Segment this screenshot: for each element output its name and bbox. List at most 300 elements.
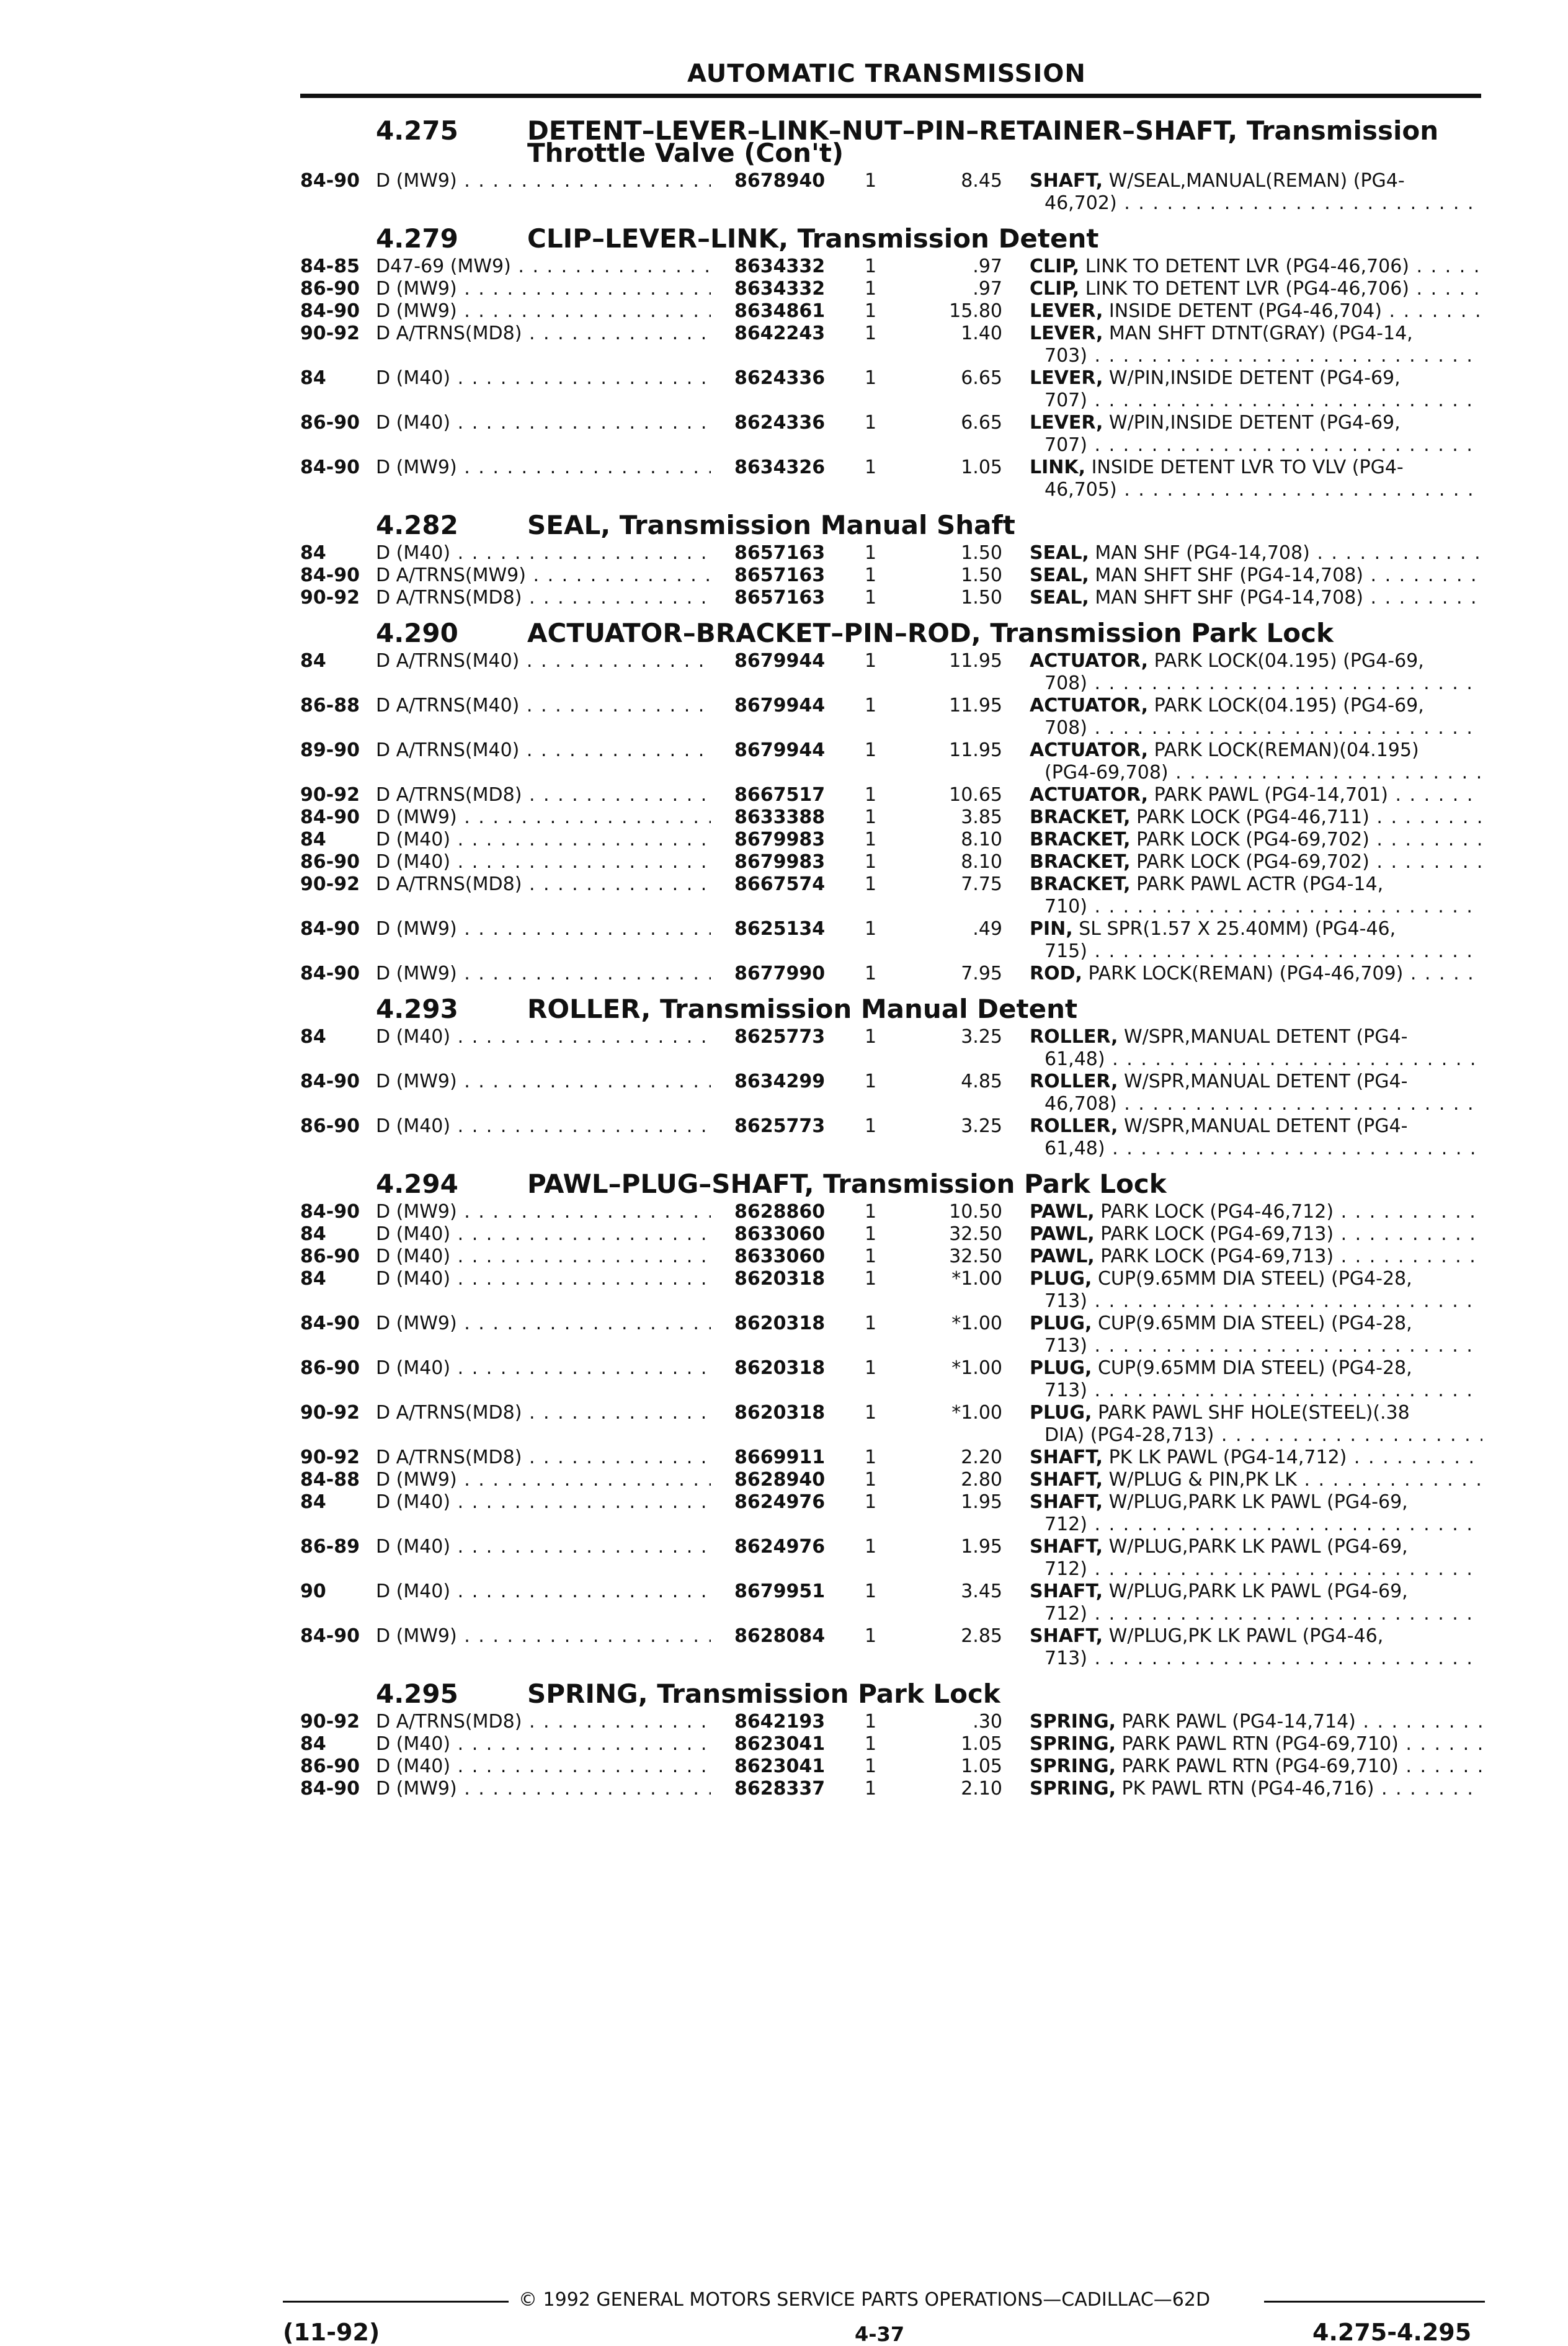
- part-detail: PARK PAWL SHF HOLE(STEEL)(.38: [1097, 1402, 1410, 1424]
- part-name: ROD,: [1030, 963, 1082, 984]
- model-code: D (MW9) . . .: [376, 300, 711, 323]
- part-detail: PARK LOCK(REMAN)(04.195): [1154, 739, 1419, 761]
- part-number: 8634332: [734, 256, 826, 277]
- section-title: ACTUATOR–BRACKET–PIN–ROD, Transmission Park Lock: [527, 618, 1334, 648]
- table-row: [0, 695, 1568, 739]
- section-number: 4.282: [376, 510, 458, 540]
- model-code: D (M40) . . .: [376, 1268, 711, 1290]
- part-description: [1030, 1447, 1482, 1469]
- section-number: 4.279: [376, 223, 458, 254]
- quantity: 1: [865, 323, 877, 344]
- model-code: D (MW9) . . .: [376, 1625, 711, 1648]
- part-description: [1030, 650, 1482, 672]
- model-code: D47-69 (MW9) . . .: [376, 256, 711, 278]
- quantity: 1: [865, 1026, 877, 1048]
- table-row: [0, 806, 1568, 829]
- price: 2.20: [961, 1447, 1002, 1468]
- part-name: CLIP,: [1030, 278, 1080, 300]
- part-number: 8657163: [734, 564, 826, 586]
- part-name: ROLLER,: [1030, 1026, 1118, 1048]
- price: 3.25: [961, 1115, 1002, 1137]
- part-description: [1030, 1313, 1482, 1335]
- section-title-continued: Throttle Valve (Con't): [527, 138, 844, 168]
- part-name: LEVER,: [1030, 367, 1103, 389]
- part-description-continued: 708) . . .: [1045, 717, 1482, 739]
- part-number: 8679944: [734, 650, 826, 672]
- price: 10.65: [949, 784, 1002, 806]
- part-description: [1030, 1536, 1482, 1558]
- quantity: 1: [865, 1357, 877, 1379]
- part-description-continued: 46,702) . . .: [1045, 192, 1482, 215]
- part-detail: PARK LOCK (PG4-69,713): [1100, 1246, 1334, 1267]
- model-code: D (MW9) . . .: [376, 963, 711, 985]
- part-name: SHAFT,: [1030, 170, 1103, 192]
- price: 2.80: [961, 1469, 1002, 1491]
- part-name: SHAFT,: [1030, 1625, 1103, 1647]
- part-number: 8657163: [734, 587, 826, 609]
- model-code: D (M40) . . .: [376, 412, 711, 434]
- part-number: 8679944: [734, 739, 826, 761]
- part-name: BRACKET,: [1030, 829, 1131, 850]
- price: 7.75: [961, 873, 1002, 895]
- part-detail: MAN SHF (PG4-14,708): [1095, 542, 1310, 564]
- part-detail: W/SPR,MANUAL DETENT (PG4-: [1123, 1115, 1408, 1137]
- part-number: 8657163: [734, 542, 826, 564]
- quantity: 1: [865, 1469, 877, 1491]
- part-number: 8624976: [734, 1536, 826, 1558]
- part-number: 8679983: [734, 851, 826, 873]
- quantity: 1: [865, 564, 877, 586]
- model-years: 84: [300, 542, 326, 564]
- part-name: SPRING,: [1030, 1755, 1116, 1777]
- part-description-continued: DIA) (PG4-28,713) . . .: [1045, 1424, 1482, 1447]
- part-name: SHAFT,: [1030, 1469, 1103, 1491]
- part-number: 8628940: [734, 1469, 826, 1491]
- model-code: D (MW9) . . .: [376, 278, 711, 300]
- model-years: 90-92: [300, 587, 360, 609]
- model-years: 84-90: [300, 1778, 360, 1800]
- part-number: 8634299: [734, 1071, 826, 1092]
- part-description: [1030, 1625, 1482, 1648]
- part-detail: W/SPR,MANUAL DETENT (PG4-: [1123, 1026, 1408, 1048]
- quantity: 1: [865, 918, 877, 940]
- part-description: [1030, 367, 1482, 390]
- part-description: [1030, 1402, 1482, 1424]
- part-description-continued: 708) . . .: [1045, 672, 1482, 695]
- model-code: D (M40) . . .: [376, 1536, 711, 1558]
- table-row: [0, 1402, 1568, 1447]
- part-detail: W/PIN,INSIDE DETENT (PG4-69,: [1108, 367, 1401, 389]
- model-code: D (M40) . . .: [376, 1246, 711, 1268]
- part-description-continued: 707) . . .: [1045, 390, 1482, 412]
- quantity: 1: [865, 1755, 877, 1777]
- price: 2.85: [961, 1625, 1002, 1647]
- part-description: [1030, 806, 1482, 829]
- footer-date: (11-92): [283, 2319, 380, 2346]
- part-name: BRACKET,: [1030, 851, 1131, 873]
- part-number: 8667517: [734, 784, 826, 806]
- table-row: [0, 873, 1568, 918]
- part-description-continued: 712) . . .: [1045, 1558, 1482, 1581]
- part-description: [1030, 1357, 1482, 1380]
- part-description: [1030, 918, 1482, 940]
- part-name: LINK,: [1030, 457, 1086, 478]
- quantity: 1: [865, 851, 877, 873]
- section-title: DETENT–LEVER–LINK–NUT–PIN–RETAINER–SHAFT, Transmission: [527, 115, 1439, 146]
- part-number: 8624976: [734, 1491, 826, 1513]
- section-header: [0, 994, 1568, 1031]
- quantity: 1: [865, 170, 877, 192]
- part-description: [1030, 1733, 1482, 1755]
- part-description: [1030, 457, 1482, 479]
- part-number: 8623041: [734, 1755, 826, 1777]
- model-code: D A/TRNS(MD8) . . .: [376, 1711, 711, 1733]
- price: 8.10: [961, 829, 1002, 850]
- table-row: [0, 278, 1568, 300]
- part-description-continued: (PG4-69,708) . . .: [1045, 762, 1482, 784]
- price: .30: [973, 1711, 1002, 1733]
- model-years: 90-92: [300, 323, 360, 344]
- table-row: [0, 650, 1568, 695]
- part-number: 8620318: [734, 1313, 826, 1334]
- model-code: D A/TRNS(MD8) . . .: [376, 873, 711, 896]
- part-number: 8679983: [734, 829, 826, 850]
- quantity: 1: [865, 542, 877, 564]
- price: 1.40: [961, 323, 1002, 344]
- price: 15.80: [949, 300, 1002, 322]
- part-description: [1030, 170, 1482, 192]
- price: 1.05: [961, 1733, 1002, 1755]
- part-name: PAWL,: [1030, 1246, 1095, 1267]
- part-detail: W/PLUG & PIN,PK LK: [1108, 1469, 1297, 1491]
- quantity: 1: [865, 1447, 877, 1468]
- model-years: 86-89: [300, 1536, 360, 1558]
- model-code: D A/TRNS(MD8) . . .: [376, 587, 711, 609]
- section-title: PAWL–PLUG–SHAFT, Transmission Park Lock: [527, 1169, 1167, 1199]
- part-description-continued: 46,705) . . .: [1045, 479, 1482, 501]
- price: *1.00: [951, 1357, 1002, 1379]
- part-detail: W/PLUG,PARK LK PAWL (PG4-69,: [1108, 1581, 1408, 1602]
- price: 32.50: [949, 1223, 1002, 1245]
- part-detail: PARK LOCK(REMAN) (PG4-46,709): [1088, 963, 1404, 984]
- part-description: [1030, 278, 1482, 300]
- part-description-continued: 715) . . .: [1045, 940, 1482, 963]
- price: 1.05: [961, 1755, 1002, 1777]
- quantity: 1: [865, 587, 877, 609]
- quantity: 1: [865, 963, 877, 984]
- quantity: 1: [865, 1313, 877, 1334]
- part-detail: CUP(9.65MM DIA STEEL) (PG4-28,: [1097, 1313, 1412, 1334]
- section-number: 4.295: [376, 1679, 458, 1709]
- quantity: 1: [865, 806, 877, 828]
- part-detail: LINK TO DETENT LVR (PG4-46,706): [1085, 256, 1409, 277]
- model-code: D A/TRNS(M40) . . .: [376, 650, 711, 672]
- part-name: LEVER,: [1030, 300, 1103, 322]
- part-description: [1030, 784, 1482, 806]
- part-detail: PARK LOCK (PG4-46,712): [1100, 1201, 1334, 1223]
- section-header: [0, 618, 1568, 655]
- table-row: [0, 784, 1568, 806]
- model-code: D (M40) . . .: [376, 1755, 711, 1778]
- price: 7.95: [961, 963, 1002, 984]
- model-years: 84-90: [300, 300, 360, 322]
- part-description: [1030, 1469, 1482, 1491]
- part-description: [1030, 300, 1482, 323]
- table-row: [0, 564, 1568, 587]
- model-code: D (MW9) . . .: [376, 457, 711, 479]
- part-name: ACTUATOR,: [1030, 695, 1149, 716]
- quantity: 1: [865, 1223, 877, 1245]
- part-detail: PK LK PAWL (PG4-14,712): [1108, 1447, 1347, 1468]
- model-code: D (M40) . . .: [376, 1357, 711, 1380]
- table-row: [0, 918, 1568, 963]
- quantity: 1: [865, 412, 877, 434]
- page-title: AUTOMATIC TRANSMISSION: [687, 60, 1086, 88]
- part-number: 8642193: [734, 1711, 826, 1733]
- part-detail: PARK LOCK (PG4-69,702): [1136, 829, 1370, 850]
- quantity: 1: [865, 1268, 877, 1290]
- part-description: [1030, 851, 1482, 873]
- part-description: [1030, 829, 1482, 851]
- model-years: 90-92: [300, 873, 360, 895]
- model-years: 84: [300, 829, 326, 850]
- part-detail: PARK PAWL (PG4-14,701): [1154, 784, 1388, 806]
- price: .49: [973, 918, 1002, 940]
- price: 1.05: [961, 457, 1002, 478]
- model-years: 84: [300, 1733, 326, 1755]
- part-number: 8633388: [734, 806, 826, 828]
- table-row: [0, 1201, 1568, 1223]
- part-description-continued: 61,48) . . .: [1045, 1048, 1482, 1071]
- part-detail: SL SPR(1.57 X 25.40MM) (PG4-46,: [1079, 918, 1396, 940]
- model-years: 84: [300, 1268, 326, 1290]
- part-number: 8669911: [734, 1447, 826, 1468]
- price: 1.50: [961, 587, 1002, 609]
- model-code: D A/TRNS(M40) . . .: [376, 695, 711, 717]
- price: 3.85: [961, 806, 1002, 828]
- part-name: SHAFT,: [1030, 1491, 1103, 1513]
- part-detail: INSIDE DETENT LVR TO VLV (PG4-: [1091, 457, 1404, 478]
- part-description-continued: 710) . . .: [1045, 896, 1482, 918]
- price: 32.50: [949, 1246, 1002, 1267]
- model-years: 84: [300, 367, 326, 389]
- part-number: 8634332: [734, 278, 826, 300]
- table-row: [0, 170, 1568, 215]
- model-code: D (M40) . . .: [376, 1223, 711, 1246]
- model-years: 84-90: [300, 1313, 360, 1334]
- model-code: D A/TRNS(MW9) . . .: [376, 564, 711, 587]
- price: 6.65: [961, 412, 1002, 434]
- part-name: SEAL,: [1030, 587, 1089, 609]
- model-code: D (MW9) . . .: [376, 170, 711, 192]
- model-years: 86-90: [300, 1246, 360, 1267]
- part-detail: W/PLUG,PK LK PAWL (PG4-46,: [1108, 1625, 1384, 1647]
- part-name: LEVER,: [1030, 412, 1103, 434]
- part-name: BRACKET,: [1030, 873, 1131, 895]
- quantity: 1: [865, 829, 877, 850]
- quantity: 1: [865, 1201, 877, 1223]
- part-description: [1030, 1071, 1482, 1093]
- part-detail: W/PLUG,PARK LK PAWL (PG4-69,: [1108, 1536, 1408, 1558]
- part-name: SPRING,: [1030, 1711, 1116, 1733]
- model-years: 90-92: [300, 784, 360, 806]
- quantity: 1: [865, 1581, 877, 1602]
- quantity: 1: [865, 1115, 877, 1137]
- part-name: PLUG,: [1030, 1402, 1092, 1424]
- footer-rule-right: [1264, 2301, 1485, 2303]
- model-years: 84-90: [300, 918, 360, 940]
- part-name: PLUG,: [1030, 1357, 1092, 1379]
- part-description: [1030, 1201, 1482, 1223]
- model-code: D (MW9) . . .: [376, 1313, 711, 1335]
- part-detail: W/PIN,INSIDE DETENT (PG4-69,: [1108, 412, 1401, 434]
- section-number: 4.293: [376, 994, 458, 1024]
- part-description: [1030, 1026, 1482, 1048]
- price: .97: [973, 256, 1002, 277]
- part-description-continued: 46,708) . . .: [1045, 1093, 1482, 1115]
- model-years: 90: [300, 1581, 326, 1602]
- model-years: 86-90: [300, 851, 360, 873]
- part-description-continued: 712) . . .: [1045, 1603, 1482, 1625]
- section-title: CLIP–LEVER–LINK, Transmission Detent: [527, 223, 1099, 254]
- model-years: 90-92: [300, 1711, 360, 1733]
- part-detail: MAN SHFT DTNT(GRAY) (PG4-14,: [1108, 323, 1413, 344]
- model-code: D (MW9) . . .: [376, 806, 711, 829]
- part-name: SPRING,: [1030, 1733, 1116, 1755]
- section-number: 4.290: [376, 618, 458, 648]
- table-row: [0, 851, 1568, 873]
- part-name: SHAFT,: [1030, 1581, 1103, 1602]
- model-years: 90-92: [300, 1402, 360, 1424]
- table-row: [0, 1268, 1568, 1313]
- model-code: D (M40) . . .: [376, 1115, 711, 1138]
- part-description: [1030, 1778, 1482, 1800]
- model-years: 84-90: [300, 806, 360, 828]
- quantity: 1: [865, 1778, 877, 1800]
- price: 1.95: [961, 1536, 1002, 1558]
- table-row: [0, 1313, 1568, 1357]
- part-number: 8628860: [734, 1201, 826, 1223]
- footer-copyright: © 1992 GENERAL MOTORS SERVICE PARTS OPERATIONS—CADILLAC—62D: [519, 2289, 1211, 2311]
- part-number: 8642243: [734, 323, 826, 344]
- table-row: [0, 1755, 1568, 1778]
- part-description: [1030, 1581, 1482, 1603]
- part-detail: MAN SHFT SHF (PG4-14,708): [1095, 564, 1363, 586]
- part-name: SPRING,: [1030, 1778, 1116, 1800]
- part-description: [1030, 1115, 1482, 1138]
- quantity: 1: [865, 1071, 877, 1092]
- table-row: [0, 1447, 1568, 1469]
- table-row: [0, 1115, 1568, 1160]
- part-detail: LINK TO DETENT LVR (PG4-46,706): [1085, 278, 1409, 300]
- part-description: [1030, 412, 1482, 434]
- part-name: ROLLER,: [1030, 1071, 1118, 1092]
- price: 8.10: [961, 851, 1002, 873]
- part-description: [1030, 1711, 1482, 1733]
- model-years: 86-90: [300, 1115, 360, 1137]
- quantity: 1: [865, 278, 877, 300]
- model-years: 89-90: [300, 739, 360, 761]
- part-name: ACTUATOR,: [1030, 784, 1149, 806]
- section-title: SPRING, Transmission Park Lock: [527, 1679, 1000, 1709]
- part-name: PIN,: [1030, 918, 1073, 940]
- part-name: ACTUATOR,: [1030, 739, 1149, 761]
- part-detail: W/PLUG,PARK LK PAWL (PG4-69,: [1108, 1491, 1408, 1513]
- table-row: [0, 963, 1568, 985]
- part-number: 8620318: [734, 1402, 826, 1424]
- model-years: 84-90: [300, 457, 360, 478]
- part-description-continued: 713) . . .: [1045, 1335, 1482, 1357]
- model-years: 90-92: [300, 1447, 360, 1468]
- price: *1.00: [951, 1268, 1002, 1290]
- part-number: 8634326: [734, 457, 826, 478]
- model-code: D A/TRNS(MD8) . . .: [376, 1447, 711, 1469]
- model-code: D (M40) . . .: [376, 542, 711, 564]
- model-code: D (M40) . . .: [376, 1581, 711, 1603]
- model-code: D A/TRNS(MD8) . . .: [376, 323, 711, 345]
- section-number: 4.294: [376, 1169, 458, 1199]
- price: 1.95: [961, 1491, 1002, 1513]
- price: *1.00: [951, 1313, 1002, 1334]
- part-name: PAWL,: [1030, 1223, 1095, 1245]
- table-row: [0, 1711, 1568, 1733]
- quantity: 1: [865, 1625, 877, 1647]
- model-years: 86-90: [300, 278, 360, 300]
- model-years: 86-90: [300, 1357, 360, 1379]
- quantity: 1: [865, 1536, 877, 1558]
- table-row: [0, 1026, 1568, 1071]
- part-detail: PARK LOCK (PG4-69,702): [1136, 851, 1370, 873]
- part-name: SHAFT,: [1030, 1447, 1103, 1468]
- model-years: 86-88: [300, 695, 360, 716]
- table-row: [0, 1536, 1568, 1581]
- part-description: [1030, 542, 1482, 564]
- part-detail: PARK LOCK(04.195) (PG4-69,: [1154, 695, 1424, 716]
- section-title: ROLLER, Transmission Manual Detent: [527, 994, 1078, 1024]
- quantity: 1: [865, 367, 877, 389]
- table-row: [0, 1625, 1568, 1670]
- table-row: [0, 1469, 1568, 1491]
- section-subtitle: [0, 138, 1568, 175]
- part-detail: PARK LOCK (PG4-69,713): [1100, 1223, 1334, 1245]
- part-description: [1030, 873, 1482, 896]
- model-code: D A/TRNS(MD8) . . .: [376, 1402, 711, 1424]
- part-description: [1030, 1491, 1482, 1514]
- model-years: 84-88: [300, 1469, 360, 1491]
- table-row: [0, 1246, 1568, 1268]
- model-code: D (MW9) . . .: [376, 1071, 711, 1093]
- price: 10.50: [949, 1201, 1002, 1223]
- quantity: 1: [865, 1246, 877, 1267]
- model-years: 84-85: [300, 256, 360, 277]
- price: 1.50: [961, 542, 1002, 564]
- model-code: D (M40) . . .: [376, 851, 711, 873]
- model-years: 86-90: [300, 412, 360, 434]
- part-name: ACTUATOR,: [1030, 650, 1149, 672]
- part-detail: INSIDE DETENT (PG4-46,704): [1108, 300, 1382, 322]
- model-code: D (M40) . . .: [376, 367, 711, 390]
- quantity: 1: [865, 873, 877, 895]
- footer-page-number: 4-37: [855, 2322, 905, 2346]
- part-name: PLUG,: [1030, 1313, 1092, 1334]
- price: 11.95: [949, 695, 1002, 716]
- model-years: 84-90: [300, 963, 360, 984]
- part-detail: PARK PAWL ACTR (PG4-14,: [1136, 873, 1384, 895]
- table-row: [0, 367, 1568, 412]
- section-header: [0, 1169, 1568, 1206]
- part-number: 8678940: [734, 170, 826, 192]
- part-name: SEAL,: [1030, 564, 1089, 586]
